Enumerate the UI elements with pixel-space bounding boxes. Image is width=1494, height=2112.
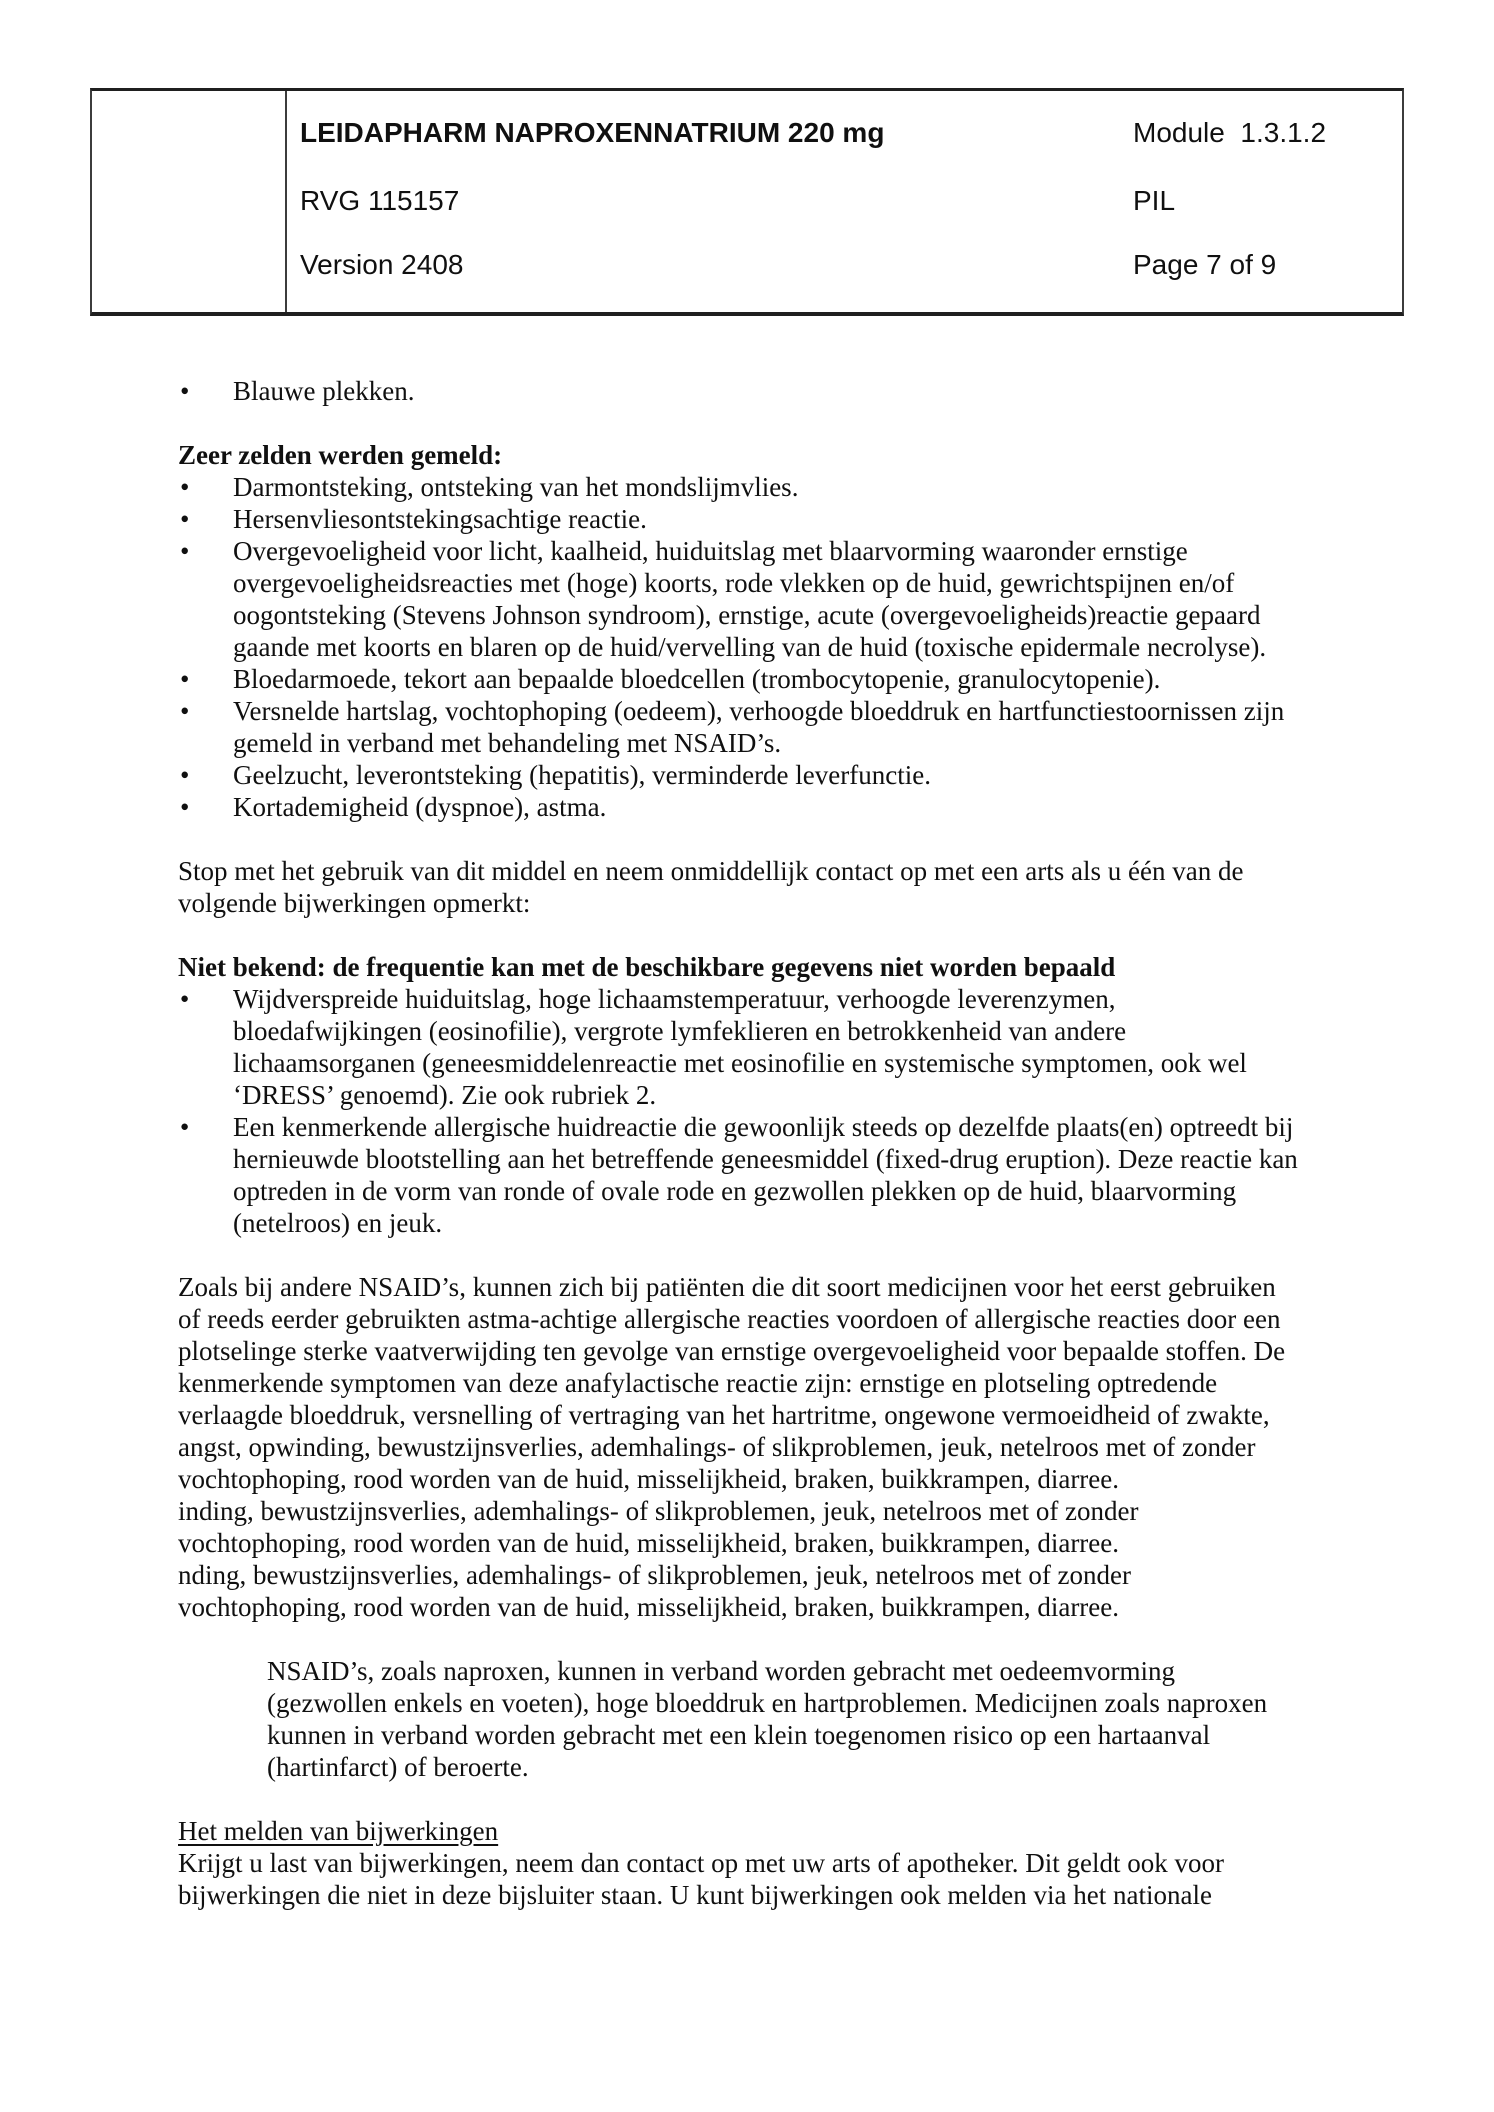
- section-heading-niet-bekend: Niet bekend: de frequentie kan met de beschikbare gegevens niet worden bepaald: [178, 952, 1116, 982]
- text-line: gemeld in verband met behandeling met NSAID’s.: [233, 728, 782, 758]
- bullet-icon: •: [180, 760, 190, 790]
- list-item-text: [233, 695, 1328, 759]
- list-item-text: [233, 759, 1328, 791]
- text-line: nding, bewustzijnsverlies, ademhalings- of slikproblemen, jeuk, netelroos met of zonder: [178, 1560, 1132, 1590]
- text-line: optreden in de vorm van ronde of ovale rode en gezwollen plekken op de huid, blaarvorming: [233, 1176, 1237, 1206]
- section-heading-melden: Het melden van bijwerkingen: [178, 1816, 499, 1846]
- text-line: Blauwe plekken.: [233, 376, 415, 406]
- text-line: bijwerkingen die niet in deze bijsluiter staan. U kunt bijwerkingen ook melden via het nationale: [178, 1880, 1212, 1910]
- header-table-main-cell: [287, 91, 1402, 312]
- bullet-icon: •: [180, 504, 190, 534]
- list-item: [178, 663, 1328, 695]
- header-row-1: [287, 116, 1402, 150]
- module-number: Module 1.3.1.2: [1133, 117, 1327, 148]
- paragraph-krijgt: [178, 1847, 1328, 1911]
- text-line: Overgevoeligheid voor licht, kaalheid, huiduitslag met blaarvorming waaronder ernstige: [233, 536, 1188, 566]
- text-line: (gezwollen enkels en voeten), hoge bloeddruk en hartproblemen. Medicijnen zoals naproxen: [267, 1688, 1268, 1718]
- list-item: [178, 695, 1328, 759]
- text-line: kunnen in verband worden gebracht met een klein toegenomen risico op een hartaanval: [267, 1720, 1211, 1750]
- text-line: Bloedarmoede, tekort aan bepaalde bloedcellen (trombocytopenie, granulocytopenie).: [233, 664, 1161, 694]
- paragraph-stop: [178, 855, 1328, 919]
- list-item-text: [233, 791, 1328, 823]
- list-item-text: [233, 503, 1328, 535]
- text-line: Hersenvliesontstekingsachtige reactie.: [233, 504, 647, 534]
- text-line: bloedafwijkingen (eosinofilie), vergrote lymfeklieren en betrokkenheid van andere: [233, 1016, 1127, 1046]
- text-line: Wijdverspreide huiduitslag, hoge lichaamstemperatuur, verhoogde leverenzymen,: [233, 984, 1116, 1014]
- version-number: Version 2408: [300, 249, 464, 280]
- list-item: [178, 759, 1328, 791]
- section-heading-zeer-zelden: Zeer zelden werden gemeld:: [178, 440, 503, 470]
- text-line: hernieuwde blootstelling aan het betreffende geneesmiddel (fixed-drug eruption). Deze reactie kan: [233, 1144, 1298, 1174]
- bullet-list-niet-bekend: [178, 983, 1328, 1239]
- bullet-icon: •: [180, 376, 190, 406]
- list-item: [178, 791, 1328, 823]
- list-item: [178, 503, 1328, 535]
- paragraph-nsaid: [267, 1655, 1328, 1783]
- bullet-icon: •: [180, 536, 190, 566]
- list-item-text: [233, 535, 1328, 663]
- rvg-number: RVG 115157: [300, 185, 460, 216]
- list-item-text: [233, 983, 1328, 1111]
- bullet-list-zeer-zelden: [178, 471, 1328, 823]
- text-line: gaande met koorts en blaren op de huid/vervelling van de huid (toxische epidermale necrolyse).: [233, 632, 1267, 662]
- text-line: inding, bewustzijnsverlies, ademhalings- of slikproblemen, jeuk, netelroos met of zonder: [178, 1496, 1139, 1526]
- text-line: Een kenmerkende allergische huidreactie die gewoonlijk steeds op dezelfde plaats(en) optreedt bij: [233, 1112, 1294, 1142]
- header-row-3: [287, 248, 1402, 282]
- paragraph-zoals: [178, 1271, 1328, 1623]
- product-title: LEIDAPHARM NAPROXENNATRIUM 220 mg: [300, 117, 885, 148]
- text-line: volgende bijwerkingen opmerkt:: [178, 888, 531, 918]
- text-line: Zoals bij andere NSAID’s, kunnen zich bij patiënten die dit soort medicijnen voor het eerst gebruiken: [178, 1272, 1276, 1302]
- text-line: vochtophoping, rood worden van de huid, misselijkheid, braken, buikkrampen, diarree.: [178, 1528, 1120, 1558]
- text-line: kenmerkende symptomen van deze anafylactische reactie zijn: ernstige en plotseling optredende: [178, 1368, 1218, 1398]
- bullet-icon: ●: [180, 1119, 190, 1135]
- list-item: [178, 471, 1328, 503]
- text-line: vochtophoping, rood worden van de huid, misselijkheid, braken, buikkrampen, diarree.: [178, 1464, 1120, 1494]
- text-line: of reeds eerder gebruikten astma-achtige allergische reacties voordoen of allergische reacties door een: [178, 1304, 1281, 1334]
- bullet-icon: •: [180, 472, 190, 502]
- text-line: Krijgt u last van bijwerkingen, neem dan contact op met uw arts of apotheker. Dit geldt ook voor: [178, 1848, 1224, 1878]
- list-item-text: [233, 663, 1328, 695]
- list-item-text: [233, 375, 1328, 407]
- page-number: Page 7 of 9: [1133, 249, 1277, 280]
- body-text: [178, 375, 1328, 1911]
- text-line: plotselinge sterke vaatverwijding ten gevolge van ernstige overgevoeligheid voor bepaalde stoffen. De: [178, 1336, 1286, 1366]
- list-item: [178, 1111, 1328, 1239]
- text-line: Geelzucht, leverontsteking (hepatitis), verminderde leverfunctie.: [233, 760, 931, 790]
- bullet-icon: ●: [180, 991, 190, 1007]
- header-row-2: [287, 184, 1402, 218]
- text-line: (hartinfarct) of beroerte.: [267, 1752, 529, 1782]
- text-line: vochtophoping, rood worden van de huid, misselijkheid, braken, buikkrampen, diarree.: [178, 1592, 1120, 1622]
- text-line: overgevoeligheidsreacties met (hoge) koorts, rode vlekken op de huid, gewrichtspijnen en/of: [233, 568, 1235, 598]
- header-table: [90, 88, 1404, 316]
- text-line: Kortademigheid (dyspnoe), astma.: [233, 792, 607, 822]
- list-item: [178, 983, 1328, 1111]
- bullet-icon: •: [180, 664, 190, 694]
- text-line: NSAID’s, zoals naproxen, kunnen in verband worden gebracht met oedeemvorming: [267, 1656, 1175, 1686]
- bullet-icon: •: [180, 696, 190, 726]
- list-item-text: [233, 471, 1328, 503]
- document-type: PIL: [1133, 185, 1176, 216]
- bullet-icon: •: [180, 792, 190, 822]
- text-line: Versnelde hartslag, vochtophoping (oedeem), verhoogde bloeddruk en hartfunctiestoornissen zijn: [233, 696, 1285, 726]
- text-line: angst, opwinding, bewustzijnsverlies, ademhalings- of slikproblemen, jeuk, netelroos met of zonder: [178, 1432, 1256, 1462]
- header-table-empty-cell: [92, 91, 287, 312]
- list-item: [178, 375, 1328, 407]
- list-item: [178, 535, 1328, 663]
- text-line: lichaamsorganen (geneesmiddelenreactie met eosinofilie en systemische symptomen, ook wel: [233, 1048, 1247, 1078]
- text-line: verlaagde bloeddruk, versnelling of vertraging van het hartritme, ongewone vermoeidheid of zwakte,: [178, 1400, 1270, 1430]
- text-line: ‘DRESS’ genoemd). Zie ook rubriek 2.: [233, 1080, 657, 1110]
- text-line: (netelroos) en jeuk.: [233, 1208, 443, 1238]
- text-line: oogontsteking (Stevens Johnson syndroom), ernstige, acute (overgevoeligheids)reactie gepaard: [233, 600, 1261, 630]
- text-line: Darmontsteking, ontsteking van het mondslijmvlies.: [233, 472, 799, 502]
- list-item-text: [233, 1111, 1328, 1239]
- text-line: Stop met het gebruik van dit middel en neem onmiddellijk contact op met een arts als u één van de: [178, 856, 1244, 886]
